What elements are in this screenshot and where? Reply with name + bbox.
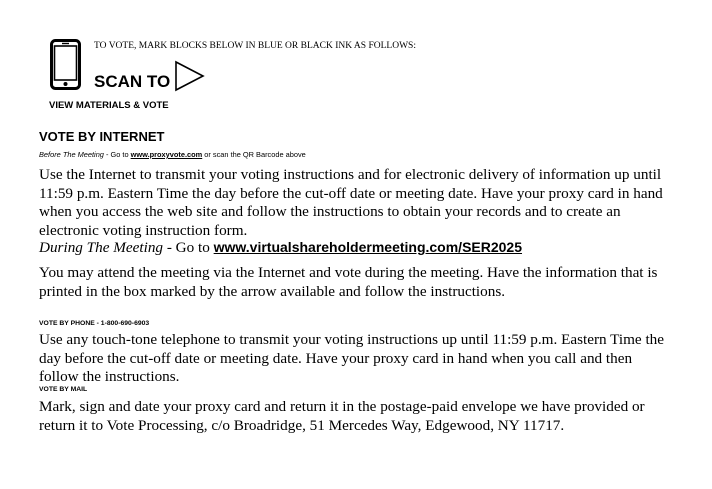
mail-instructions: Mark, sign and date your proxy card and return it in the postage-paid envelope we have provided or return it to Vote Processing, c/o Broadridge, 51 Mercedes Way, Edgewood, NY 11717. xyxy=(39,398,645,434)
play-arrow-icon xyxy=(174,60,206,92)
proxyvote-link[interactable]: www.proxyvote.com xyxy=(130,150,203,159)
before-meeting-tail: or scan the QR Barcode above xyxy=(202,150,306,159)
before-meeting-goto: - Go to xyxy=(103,150,131,159)
during-meeting-goto: - Go to xyxy=(163,239,214,256)
virtual-meeting-link[interactable]: www.virtualshareholdermeeting.com/SER2025 xyxy=(213,239,523,255)
vote-by-internet-heading: VOTE BY INTERNET xyxy=(39,129,165,144)
scan-to-row xyxy=(94,58,206,92)
vote-by-phone-heading: VOTE BY PHONE - 1-800-690-6903 xyxy=(39,320,150,327)
before-meeting-label: Before The Meeting xyxy=(39,150,104,159)
attend-meeting-text: You may attend the meeting via the Internet and vote during the meeting. Have the information that is printed in the box marked by the arrow available and follow the instructions. xyxy=(39,264,658,300)
view-materials-label: VIEW MATERIALS & VOTE xyxy=(49,100,169,111)
internet-instructions: Use the Internet to transmit your voting instructions and for electronic delivery of information up until 11:59 p.m. Eastern Time the day before the cut-off date or meeting date. Have your proxy card in hand when you access the web site and follow the instructions to obtain your records and to create an electronic voting instruction form. xyxy=(39,166,663,239)
mobile-phone-icon xyxy=(50,39,81,90)
during-meeting-line xyxy=(39,238,664,258)
before-meeting-line xyxy=(39,150,306,159)
ink-instructions: TO VOTE, MARK BLOCKS BELOW IN BLUE OR BLACK INK AS FOLLOWS: xyxy=(94,41,416,51)
phone-instructions: Use any touch-tone telephone to transmit your voting instructions up until 11:59 p.m. Eastern Time the day before the cut-off date or meeting date. Have your proxy card in hand when you call and then follow the instructions. xyxy=(39,331,665,385)
scan-to-label: SCAN TO xyxy=(94,72,171,91)
vote-by-mail-heading: VOTE BY MAIL xyxy=(39,386,88,393)
during-meeting-label: During The Meeting xyxy=(39,239,164,256)
